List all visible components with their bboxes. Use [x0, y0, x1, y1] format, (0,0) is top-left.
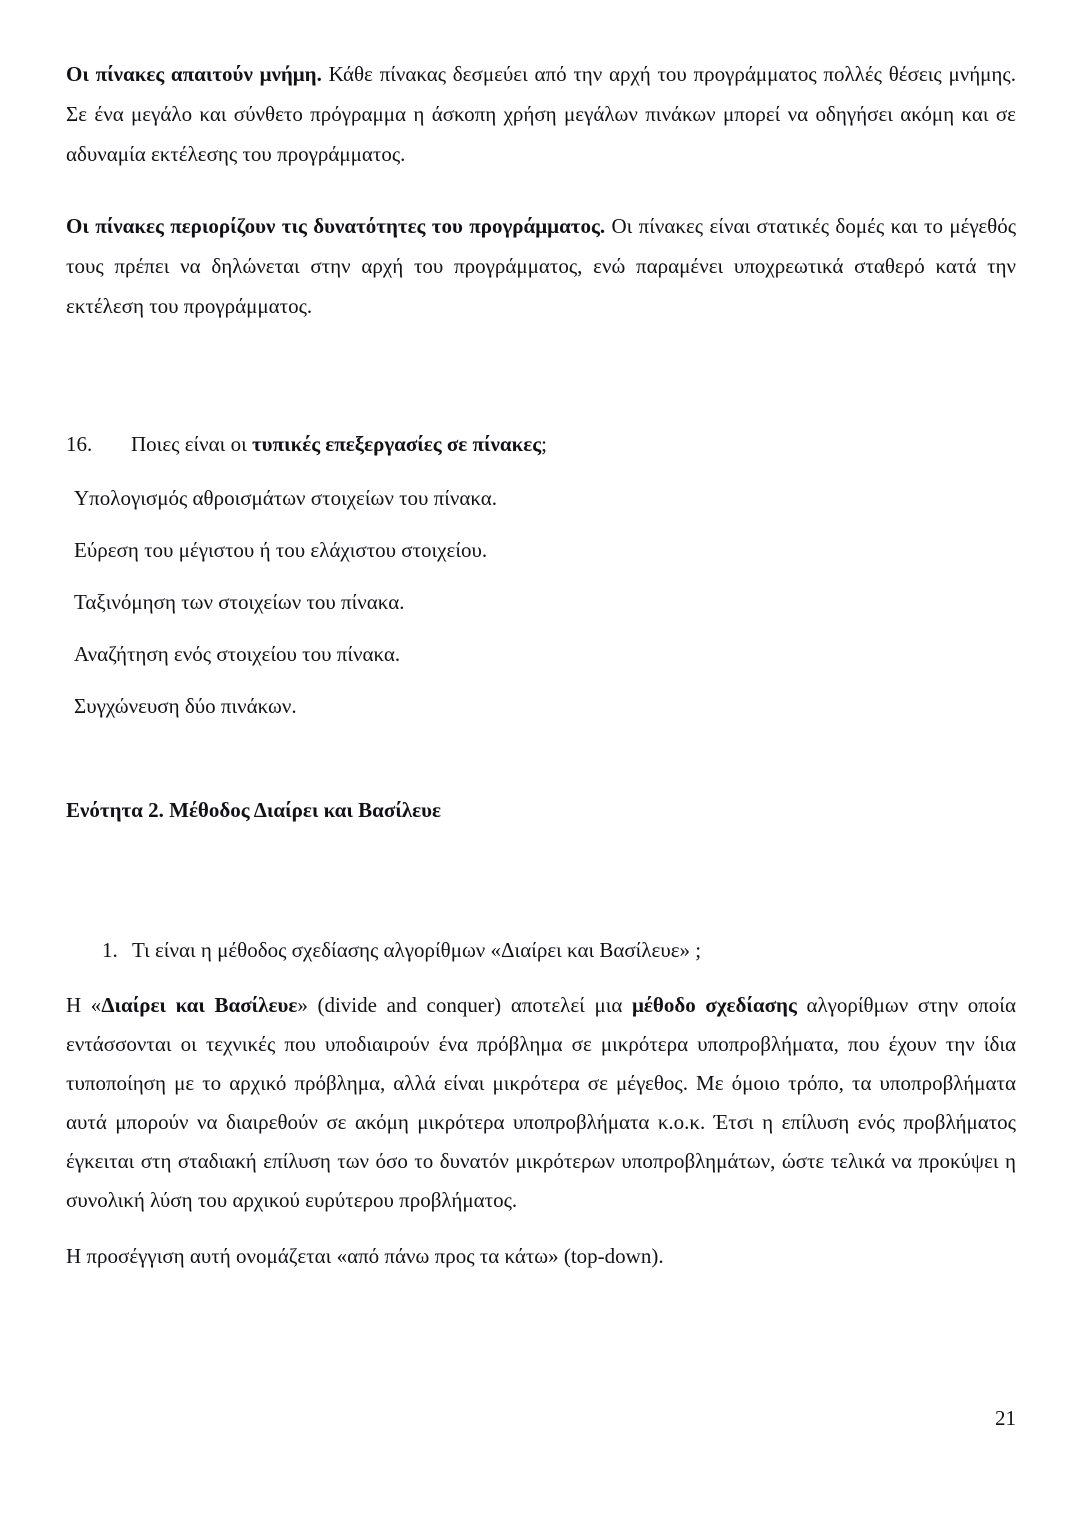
page-number: 21 — [995, 1406, 1016, 1430]
paragraph-lead-bold: Οι πίνακες περιορίζουν τις δυνατότητες του προγράμματος. — [66, 214, 606, 238]
question-1-text: Τι είναι η μέθοδος σχεδίασης αλγορίθμων «Διαίρει και Βασίλευε» ; — [132, 938, 702, 962]
list-item-search: Αναζήτηση ενός στοιχείου του πίνακα. — [74, 642, 401, 666]
answer-run-5: αλγορίθμων στην οποία εντάσσονται οι τεχνικές που υποδιαιρούν ένα πρόβλημα σε μικρότερα υποπροβλήματα, που έχουν την ίδια τυποποίηση με το αρχικό πρόβλημα, αλλά είναι μικρότερα σε μέγεθος. Με όμοιο τρόπο, τα υποπροβλήματα αυτά μπορούν να διαιρεθούν σε ακόμη μικρότερα υποπροβλήματα κ.ο.κ. Έτσι η επίλυση ενός προβλήματος έγκειται στη σταδιακή επίλυση των όσο το δυνατόν μικρότερων υποπροβλημάτων, ώστε τελικά να προκύψει η συνολική λύση του αρχικού ευρύτερου προβλήματος. — [66, 993, 1016, 1212]
answer-run-3: » (divide and conquer) αποτελεί μια — [297, 993, 633, 1017]
list-item-sort: Ταξινόμηση των στοιχείων του πίνακα. — [74, 590, 405, 614]
list-item-min-max: Εύρεση του μέγιστου ή του ελάχιστου στοιχείου. — [74, 538, 488, 562]
answer-run-2-bold: Διαίρει και Βασίλευε — [101, 993, 298, 1017]
paragraph-lead-bold: Οι πίνακες απαιτούν μνήμη. — [66, 62, 322, 86]
answer-run-1: Η « — [66, 993, 102, 1017]
answer-run-4-bold: μέθοδο σχεδίασης — [632, 993, 797, 1017]
question-16-text-prefix: Ποιες είναι οι — [131, 432, 252, 456]
question-16 — [66, 424, 1016, 464]
question-16-number: 16. — [66, 432, 93, 456]
question-1-number: 1. — [102, 938, 118, 962]
list-item-merge: Συγχώνευση δύο πινάκων. — [74, 694, 297, 718]
paragraph-body-text: Κάθε πίνακας δεσμεύει από την αρχή του προγράμματος πολλές θέσεις μνήμης. Σε ένα μεγάλο και σύνθετο πρόγραμμα η άσκοπη χρήση μεγάλων πινάκων μπορεί να οδηγήσει ακόμη και σε αδυναμία εκτέλεσης του προγράμματος. — [66, 62, 1016, 166]
top-down-note: Η προσέγγιση αυτή ονομάζεται «από πάνω προς τα κάτω» (top-down). — [66, 1244, 664, 1268]
question-1 — [66, 930, 1016, 970]
question-16-text-suffix: ; — [541, 432, 547, 456]
paragraph-body-text: Οι πίνακες είναι στατικές δομές και το μέγεθός τους πρέπει να δηλώνεται στην αρχή του προγράμματος, ενώ παραμένει υποχρεωτικά σταθερό κατά την εκτέλεση του προγράμματος. — [66, 214, 1017, 318]
paragraph-arrays-require-memory — [66, 54, 1016, 174]
array-operations-list — [66, 478, 1016, 726]
divide-and-conquer-answer — [66, 986, 1016, 1220]
paragraph-arrays-limit-program — [66, 206, 1016, 326]
section-2-heading: Ενότητα 2. Μέθοδος Διαίρει και Βασίλευε — [66, 798, 441, 822]
question-16-text-bold: τυπικές επεξεργασίες σε πίνακες — [251, 432, 542, 456]
list-item-sum: Υπολογισμός αθροισμάτων στοιχείων του πίνακα. — [74, 486, 498, 510]
